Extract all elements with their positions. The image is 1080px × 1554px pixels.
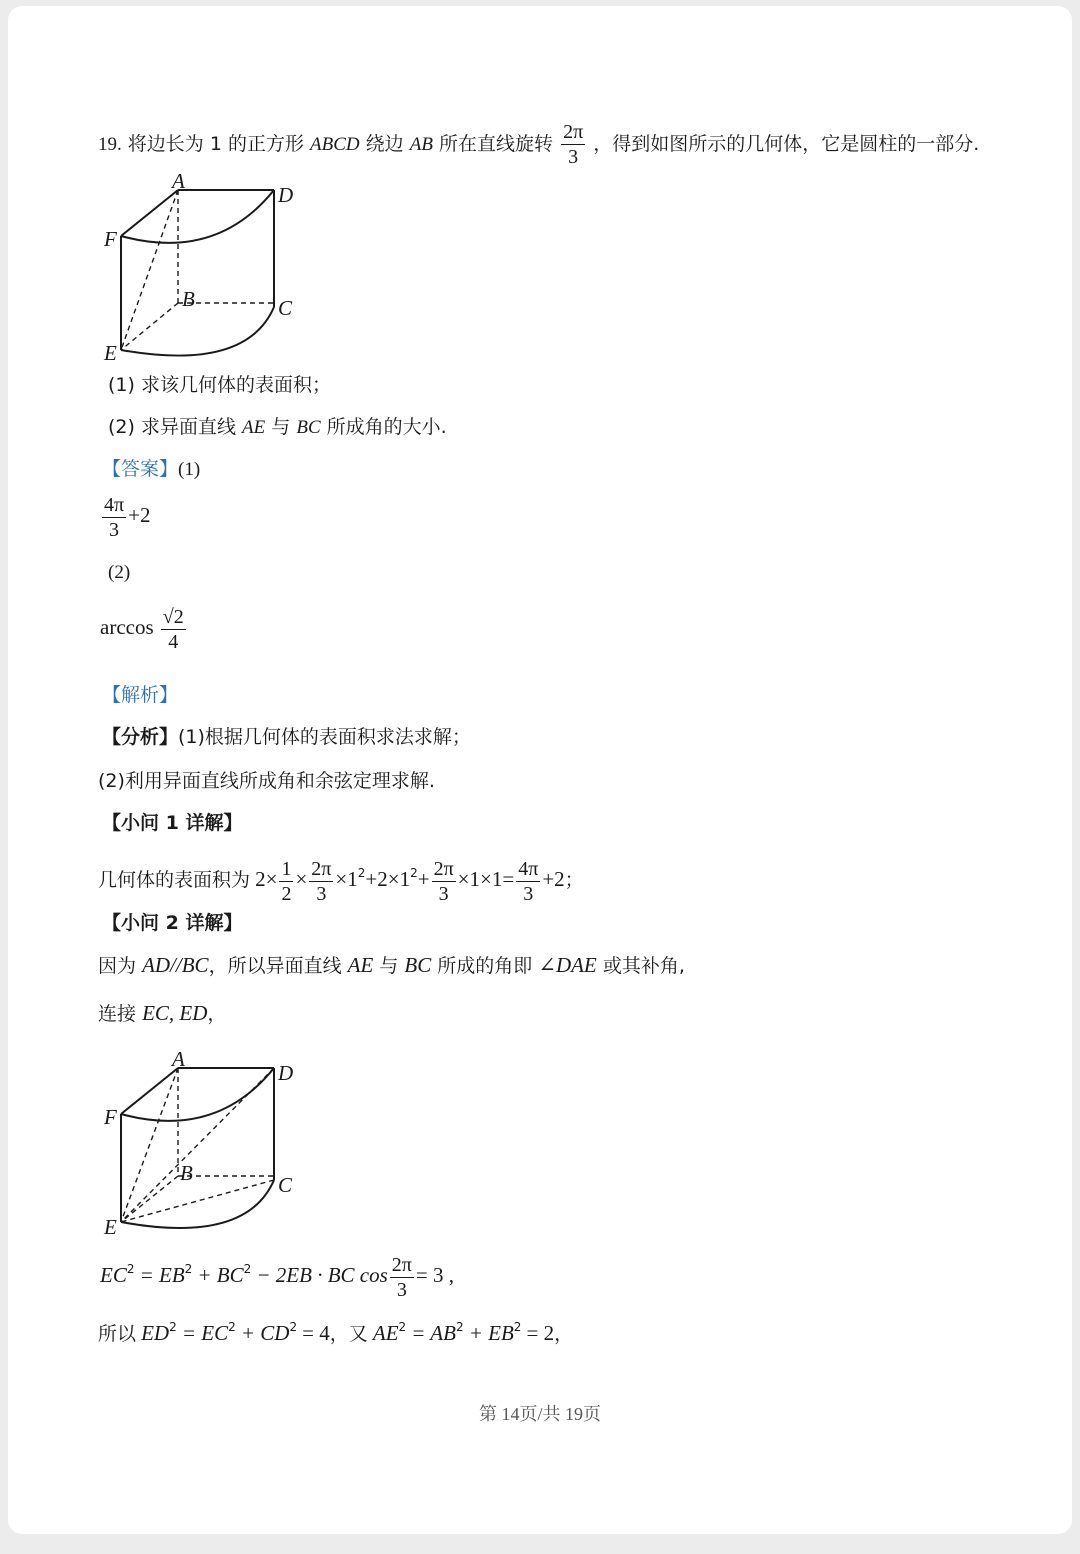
- figure2-label-d: D: [278, 1061, 294, 1085]
- figure1-label-d: D: [278, 183, 294, 207]
- length-equation: 所以 $ED^2 = EC^2 + CD^2 = 4$，又 $AE^2 = AB^2 + EB^2 = 2$，: [98, 1320, 574, 1345]
- subquestion-2: (2) 求异面直线 AE 与 BC 所成角的大小.: [108, 416, 447, 438]
- figure1-label-e: E: [104, 341, 117, 362]
- page-footer: 第 14页/共 19页: [478, 1404, 601, 1424]
- question-number: 19.: [98, 134, 122, 155]
- cosine-law-equation: $EC^2 = EB^2 + BC^2 - 2EB$ · BC cos $\frac{2\pi}{3}$ = 3 ,: [100, 1254, 454, 1301]
- figure2-label-c: C: [278, 1173, 293, 1197]
- detail-2-line-2: 连接 EC, ED，: [98, 1001, 227, 1025]
- subquestion-1: (1) 求该几何体的表面积；: [108, 374, 331, 396]
- geometry-figure-2: [96, 1050, 326, 1240]
- document-page: [8, 6, 1072, 1534]
- geometry-figure-1: [96, 172, 326, 362]
- surface-area-equation: 几何体的表面积为 2× $\frac{1}{2}$ × $\frac{2\pi}{3}$ $\times 1^2+2\times 1^2+$ $\frac{2\pi}{3}$ ×1×1= $\frac{4\pi}{3}$ +2；: [98, 858, 584, 905]
- question-line: 19. 将边长为 1 的正方形 ABCD 绕边 AB 所在直线旋转 $\frac{2\pi}{3}$ ，得到如图所示的几何体，它是圆柱的一部分.: [98, 121, 980, 168]
- fenxi-line-2: (2)利用异面直线所成角和余弦定理求解.: [98, 770, 435, 792]
- rotation-angle-fraction: $\frac{2\pi}{3}$: [563, 121, 584, 168]
- answer-2-label: (2): [108, 562, 131, 583]
- figure1-label-a: A: [172, 172, 185, 193]
- figure1-label-c: C: [278, 296, 293, 320]
- answer-heading: 【答案】(1): [102, 458, 201, 480]
- answer-tag: 【答案】: [102, 458, 179, 480]
- detail-2-line-1: 因为 AD//BC，所以异面直线 AE 与 BC 所成的角即 ∠DAE 或其补角,: [98, 953, 685, 977]
- figure2-label-a: A: [172, 1050, 185, 1071]
- answer-2-value: arccos $\frac{√2}{4}$: [100, 606, 184, 653]
- fenxi-line-1: 【分析】(1)根据几何体的表面积求法求解；: [102, 726, 471, 748]
- figure2-label-b: B: [180, 1161, 193, 1185]
- answer-1-value: $\frac{4\pi}{3}$ +2: [104, 494, 151, 541]
- analysis-tag: 【解析】: [102, 684, 179, 706]
- detail-1-tag: 【小问 1 详解】: [102, 812, 243, 834]
- figure2-label-f: F: [104, 1105, 117, 1129]
- figure1-label-b: B: [182, 287, 195, 311]
- detail-2-tag: 【小问 2 详解】: [102, 912, 243, 934]
- figure2-label-e: E: [104, 1215, 117, 1239]
- figure1-label-f: F: [104, 227, 117, 251]
